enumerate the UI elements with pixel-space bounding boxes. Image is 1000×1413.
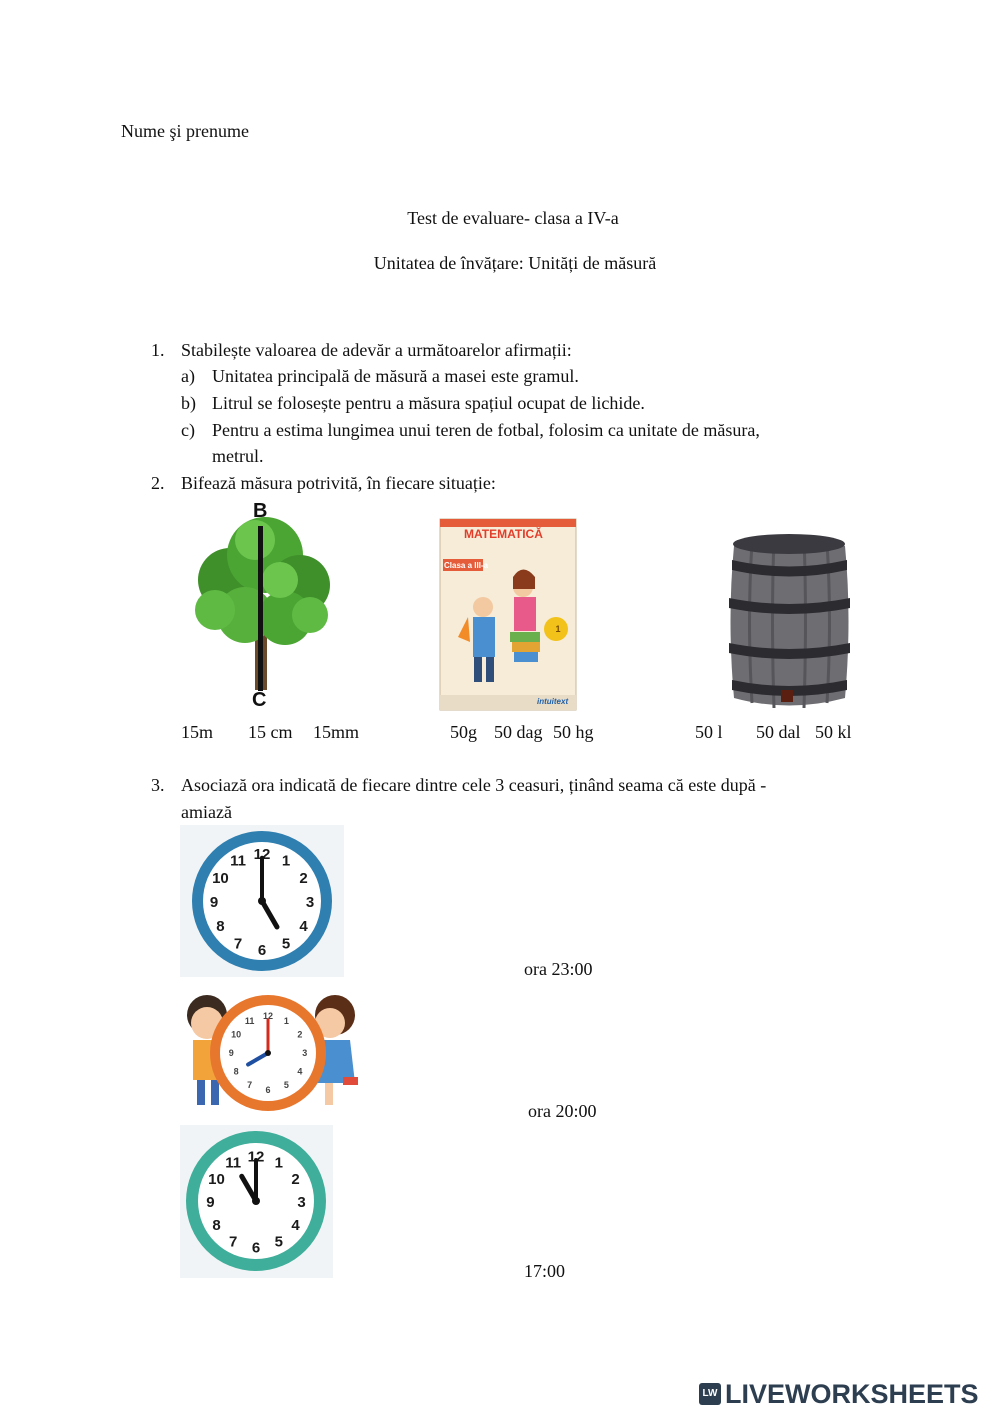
tree-label-c: C <box>252 689 267 711</box>
clock-number: 12 <box>253 846 271 863</box>
clock-3-image <box>180 1125 333 1278</box>
clock-number: 9 <box>209 894 219 911</box>
clock-number: 8 <box>233 1066 239 1077</box>
clock-number: 2 <box>297 1029 303 1040</box>
q1-item-c: Pentru a estima lungimea unui teren de fotbal, folosim ca unitate de măsura, <box>212 420 760 440</box>
clock-number: 1 <box>283 1016 289 1027</box>
q3-text-cont: amiază <box>181 802 232 822</box>
q1-text: Stabilește valoarea de adevăr a următoarelor afirmații: <box>181 340 572 360</box>
tree-option-1[interactable]: 15m <box>181 722 214 742</box>
clock-number: 11 <box>244 1016 255 1027</box>
clock-number: 10 <box>212 870 229 887</box>
clock-number: 5 <box>281 935 291 953</box>
clock-number: 12 <box>247 1148 265 1166</box>
clock-number: 7 <box>229 1233 238 1251</box>
q1-item-a-letter: a) <box>181 366 195 386</box>
clock-number: 12 <box>262 1011 274 1022</box>
q3-text: Asociază ora indicată de fiecare dintre cele 3 ceasuri, ținând seama că este după - <box>181 775 767 795</box>
q1-item-b-letter: b) <box>181 393 196 413</box>
clock-number: 5 <box>274 1233 283 1251</box>
book-title: MATEMATICĂ <box>464 527 543 541</box>
q3-number: 3. <box>151 775 165 795</box>
page-subtitle: Unitatea de învățare: Unități de măsură <box>373 253 657 273</box>
book-badge: 1 <box>555 624 561 634</box>
clock-number: 10 <box>208 1171 225 1189</box>
book-image <box>438 517 578 712</box>
page-title: Test de evaluare- clasa a IV-a <box>407 208 619 228</box>
barrel-icon <box>729 534 850 708</box>
q2-number: 2. <box>151 473 165 493</box>
clock-number: 6 <box>265 1084 271 1095</box>
clock-number: 9 <box>206 1194 215 1211</box>
book-class-label: Clasa a III-a <box>444 561 489 570</box>
q2-text: Bifează măsura potrivită, în fiecare situație: <box>181 473 496 493</box>
barrel-option-1[interactable]: 50 l <box>695 722 723 742</box>
clock-center <box>258 897 266 905</box>
q1-item-a: Unitatea principală de măsură a masei este gramul. <box>212 366 579 386</box>
clock-number: 3 <box>305 894 315 911</box>
clock-number: 10 <box>231 1029 242 1040</box>
clock-number: 4 <box>291 1216 300 1234</box>
clock-number: 11 <box>230 852 246 870</box>
tree-image <box>185 500 335 718</box>
clock-number: 6 <box>251 1239 261 1257</box>
clock-number: 4 <box>297 1066 303 1077</box>
q1-item-c-cont: metrul. <box>212 446 264 466</box>
clock-number: 9 <box>228 1048 234 1058</box>
tree-option-2[interactable]: 15 cm <box>248 722 293 742</box>
liveworksheets-logo[interactable] <box>699 1378 979 1409</box>
clock-center <box>252 1197 260 1205</box>
clock-number: 3 <box>297 1194 306 1211</box>
q1-item-b: Litrul se folosește pentru a măsura spațiul ocupat de lichide. <box>212 393 645 413</box>
tree-option-3[interactable]: 15mm <box>313 722 360 742</box>
clock-number: 4 <box>299 918 308 935</box>
clock-number: 2 <box>291 1171 300 1189</box>
clock-center <box>265 1050 271 1056</box>
tree-label-b: B <box>253 500 268 522</box>
clock-number: 2 <box>299 870 308 887</box>
clock-2-image <box>180 985 366 1117</box>
clock-number: 7 <box>233 935 243 953</box>
logo-icon: LW <box>699 1383 721 1405</box>
clock-number: 3 <box>302 1048 308 1058</box>
answer-2[interactable]: ora 20:00 <box>528 1101 597 1121</box>
clock-number: 1 <box>281 852 291 870</box>
book-publisher: intuitext <box>537 697 569 706</box>
answer-3[interactable]: 17:00 <box>524 1261 566 1281</box>
clock-number: 11 <box>225 1154 242 1172</box>
book-option-2[interactable]: 50 dag <box>494 722 543 742</box>
clock-number: 6 <box>257 942 267 959</box>
barrel-option-3[interactable]: 50 kl <box>815 722 852 742</box>
clock-number: 8 <box>216 918 225 935</box>
answer-1[interactable]: ora 23:00 <box>524 959 593 979</box>
clock-1-image <box>180 825 344 977</box>
q1-item-c-letter: c) <box>181 420 195 440</box>
book-option-1[interactable]: 50g <box>450 722 477 742</box>
q1-number: 1. <box>151 340 165 360</box>
logo-text: LIVEWORKSHEETS <box>725 1378 979 1409</box>
book-option-3[interactable]: 50 hg <box>553 722 594 742</box>
clock-number: 1 <box>274 1154 283 1172</box>
barrel-image <box>722 528 857 713</box>
clock-number: 5 <box>283 1079 289 1090</box>
name-label: Nume şi prenume <box>121 121 249 141</box>
clock-number: 7 <box>247 1079 253 1090</box>
barrel-option-2[interactable]: 50 dal <box>756 722 801 742</box>
clock-number: 8 <box>212 1216 221 1234</box>
